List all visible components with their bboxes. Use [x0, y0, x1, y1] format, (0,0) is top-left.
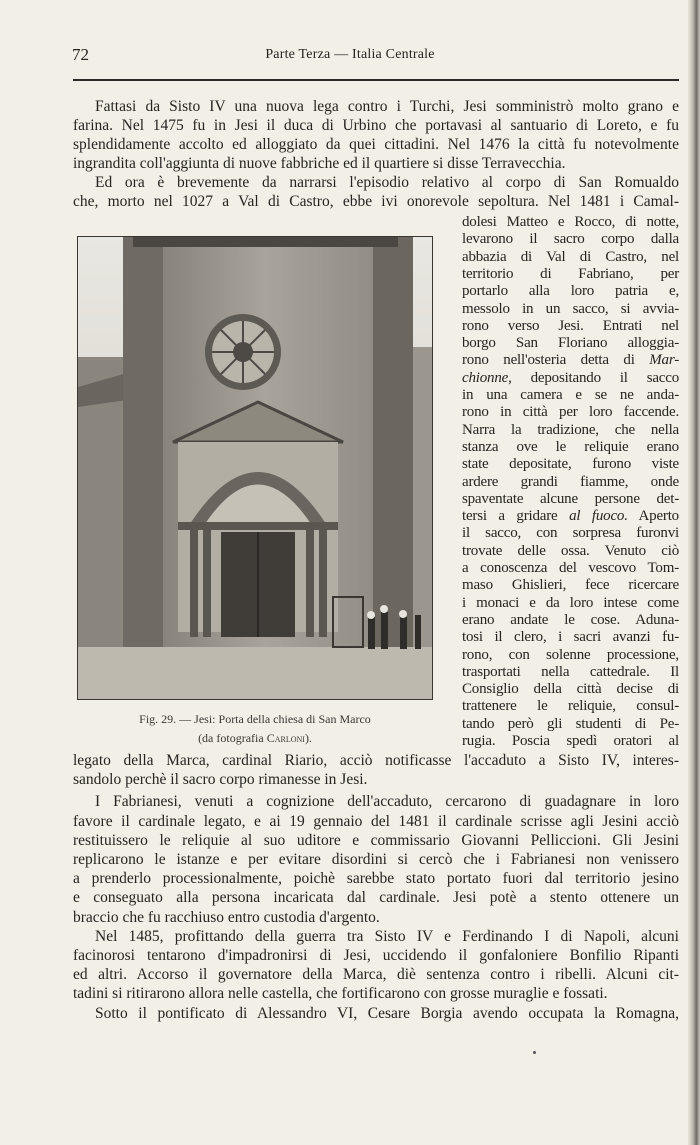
church-facade-illustration [78, 237, 432, 699]
italic-text: Mar- [649, 352, 679, 369]
text-line: Fattasi da Sisto IV una nuova lega contro i Turchi, Jesi somministrò molto grano e [95, 98, 679, 115]
text-line: e conseguato alla persona incaricata dal cardinale. Jesi potè a stento ottenere un [73, 889, 679, 907]
text-line: restituissero le reliquie al suo uditore e commissario Giovanni Pelliccioni. Gli Jesini [73, 831, 679, 849]
text-line: rono verso Jesi. Entrati nel [462, 317, 679, 334]
caption-source-prefix: (da fotografia [198, 731, 267, 745]
figure-caption-line1: Fig. 29. — Jesi: Porta della chiesa di San Marco [139, 712, 371, 726]
text-segment: rono nell'osteria detta di [462, 352, 650, 369]
text-line: trattenere le reliquie, consul- [462, 698, 679, 715]
italic-text: al fuoco. [569, 508, 628, 525]
text-line [462, 507, 679, 525]
text-line: messolo in un sacco, si avvia- [462, 300, 679, 317]
text-line: rono, con solenne processione, [462, 646, 679, 663]
text-line: favore il cardinale legato, e ai 19 gennaio del 1481 il cardinale scrisse agli Jesini acciò [73, 812, 679, 830]
text-line: state depositate, furono viste [462, 456, 679, 473]
text-segment: Aperto [627, 508, 679, 525]
text-line: in una camera e se ne anda- [462, 387, 679, 403]
italic-text: chionne [462, 369, 509, 386]
text-line: braccio che fu racchiuso entro custodia d'argento. [73, 908, 380, 926]
text-line: che, morto nel 1027 a Val di Castro, ebbe ivi onorevole sepoltura. Nel 1481 i Camal- [73, 193, 679, 210]
text-line: spaventate alcune persone det- [462, 490, 679, 507]
text-line: a conoscenza del vescovo Tom- [462, 560, 679, 576]
text-line [462, 351, 679, 369]
text-line: maso Ghislieri, fece ricercare [462, 577, 679, 594]
text-line: ed altri. Accorso il governatore della Marca, diè sentenza contro i ribelli. Alcuni cit- [73, 966, 679, 984]
text-line: levarono il sacro corpo dalla [462, 231, 679, 248]
text-line: abbazia di Val di Castro, nel [462, 248, 679, 265]
text-segment: tersi a gridare [462, 508, 570, 525]
text-line: tosi il clero, i sacri avanzi fu- [462, 629, 679, 646]
header-rule [73, 79, 679, 81]
text-line: rono in città per loro faccende. [462, 404, 679, 421]
text-line: tadini si ritirarono allora nelle castella, che fortificarono con grosse muraglie e fossati. [73, 985, 608, 1003]
running-title: Parte Terza — Italia Centrale [265, 47, 435, 62]
caption-photographer: Carloni [266, 731, 305, 745]
text-line: ingrandita coll'aggiunta di nuove fabbriche ed il quartiere si disse Terravecchia. [73, 155, 566, 172]
text-line: sandolo perchè il sacro corpo rimanesse in Jesi. [73, 771, 368, 789]
figure-caption-line2 [77, 731, 433, 746]
text-line: legato della Marca, cardinal Riario, acciò notificasse l'accaduto a Sisto IV, interes- [73, 752, 679, 769]
figure-photo-church-portal [77, 236, 433, 700]
page-number: 72 [72, 45, 89, 64]
caption-source-suffix: ). [304, 731, 312, 745]
print-speck [533, 1051, 536, 1054]
text-line: trasportati nella cattedrale. Il [462, 663, 679, 680]
text-line: a prenderlo processionalmente, poichè sarebbe stato portato fuori dal territorio jesino [73, 870, 679, 888]
text-line: splendidamente accolto ed alloggiato da quei cittadini. Nel 1476 la città fu notevolmente [73, 136, 679, 153]
text-line: tando però gli studenti di Pe- [462, 715, 679, 732]
text-line: I Fabrianesi, venuti a cognizione dell'accaduto, cercarono di guadagnare in loro [95, 793, 679, 811]
text-line: il sacco, con sorpresa furonvi [462, 525, 679, 542]
text-line: borgo San Floriano alloggia- [462, 335, 679, 352]
text-line: rugia. Poscia spedì oratori al [462, 733, 679, 749]
text-segment: , depositando il sacco [508, 369, 679, 386]
text-line: trovate delle ossa. Venuto ciò [462, 542, 679, 559]
text-line [462, 369, 679, 387]
text-line: Ed ora è brevemente da narrarsi l'episodio relativo al corpo di San Romualdo [95, 174, 679, 191]
text-line: Consiglio della città decise di [462, 681, 679, 698]
text-line: farina. Nel 1475 fu in Jesi il duca di Urbino che portavasi al santuario di Loreto, e fu [73, 117, 679, 134]
text-line: Narra la tradizione, che nella [462, 421, 679, 438]
text-line: stanza ove le reliquie erano [462, 438, 679, 455]
text-line: portarlo alla loro patria e, [462, 283, 679, 300]
text-line: erano andate le cose. Aduna- [462, 611, 679, 628]
text-line: ardere grandi fiamme, onde [462, 473, 679, 490]
text-line: dolesi Matteo e Rocco, di notte, [462, 214, 679, 230]
text-line: Sotto il pontificato di Alessandro VI, Cesare Borgia avendo occupata la Romagna, [95, 1004, 679, 1022]
text-line: Nel 1485, profittando della guerra tra Sisto IV e Ferdinando I di Napoli, alcuni [95, 927, 679, 945]
book-page-edge [688, 0, 700, 1145]
text-line: facinorosi tentarono d'impadronirsi di Jesi, uccidendo il gonfaloniere Bonfilio Ripanti [73, 947, 679, 964]
text-line: territorio di Fabriano, per [462, 265, 679, 282]
text-line: replicarono le istanze e per evitare disordini si cercò che i Fabrianesi non venissero [73, 851, 679, 868]
text-line: i monaci e da loro intese come [462, 594, 679, 611]
